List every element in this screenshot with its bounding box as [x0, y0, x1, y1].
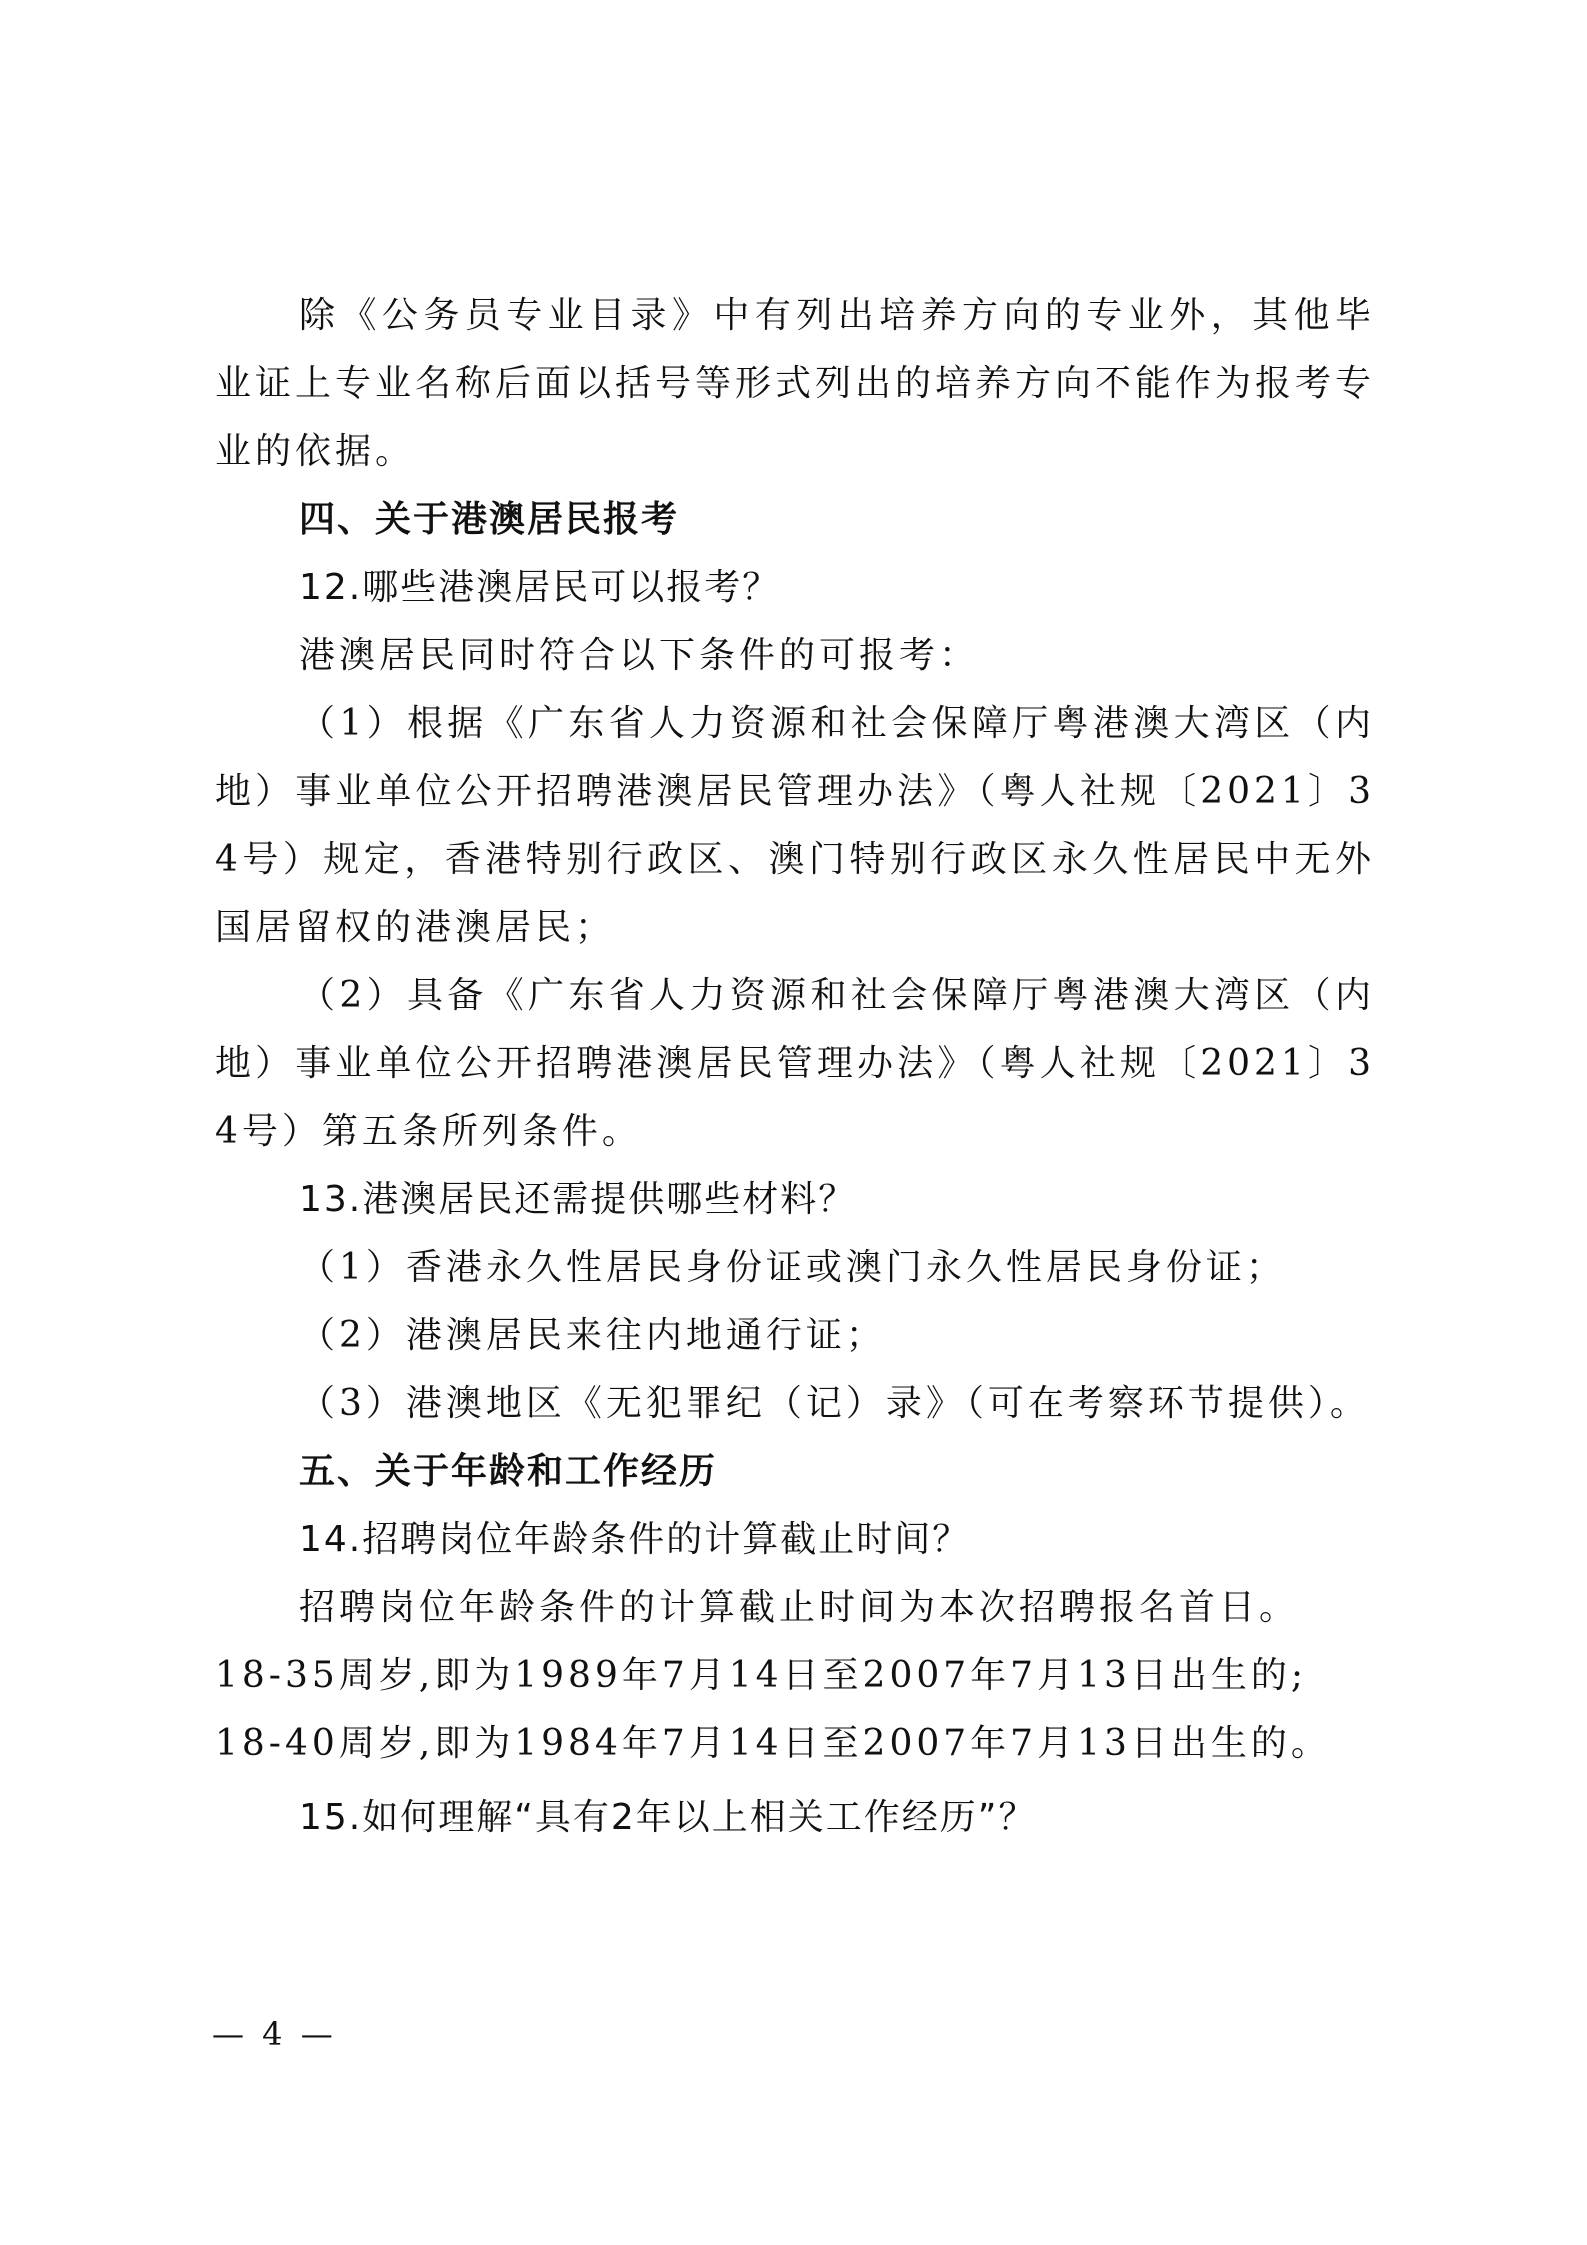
question-13: 13.港澳居民还需提供哪些材料？ [299, 1179, 857, 1220]
paragraph-14-age-35: 18-35周岁,即为1989年7月14日至2007年7月13日出生的; [215, 1655, 1308, 1696]
paragraph-13-item-1: （1）香港永久性居民身份证或澳门永久性居民身份证； [299, 1247, 1286, 1288]
page-number: — 4 — [212, 2015, 337, 2053]
paragraph-14-age-40: 18-40周岁,即为1984年7月14日至2007年7月13日出生的。 [215, 1723, 1331, 1764]
question-12: 12.哪些港澳居民可以报考？ [299, 567, 781, 608]
paragraph-12-condition-1: （1）根据《广东省人力资源和社会保障厅粤港澳大湾区（内地）事业单位公开招聘港澳居民管理办法》（粤人社规〔2021〕34号）规定，香港特别行政区、澳门特别行政区永久性居民中无外国居留权的港澳居民； [215, 703, 1375, 948]
paragraph-13-item-3: （3）港澳地区《无犯罪纪（记）录》（可在考察环节提供）。 [299, 1383, 1370, 1424]
section-heading-4: 四、关于港澳居民报考 [299, 499, 680, 540]
question-14: 14.招聘岗位年龄条件的计算截止时间？ [299, 1519, 971, 1560]
question-15: 15.如何理解“具有2年以上相关工作经历”？ [299, 1797, 1037, 1838]
document-body [215, 282, 1375, 1852]
paragraph-14-answer: 招聘岗位年龄条件的计算截止时间为本次招聘报名首日。 [299, 1587, 1300, 1628]
paragraph-major-direction: 除《公务员专业目录》中有列出培养方向的专业外，其他毕业证上专业名称后面以括号等形式列出的培养方向不能作为报考专业的依据。 [215, 295, 1376, 472]
paragraph-12-condition-2: （2）具备《广东省人力资源和社会保障厅粤港澳大湾区（内地）事业单位公开招聘港澳居民管理办法》（粤人社规〔2021〕34号）第五条所列条件。 [215, 975, 1375, 1152]
paragraph-13-item-2: （2）港澳居民来往内地通行证； [299, 1315, 886, 1356]
paragraph-12-intro: 港澳居民同时符合以下条件的可报考： [299, 635, 980, 676]
section-heading-5: 五、关于年龄和工作经历 [299, 1451, 718, 1492]
